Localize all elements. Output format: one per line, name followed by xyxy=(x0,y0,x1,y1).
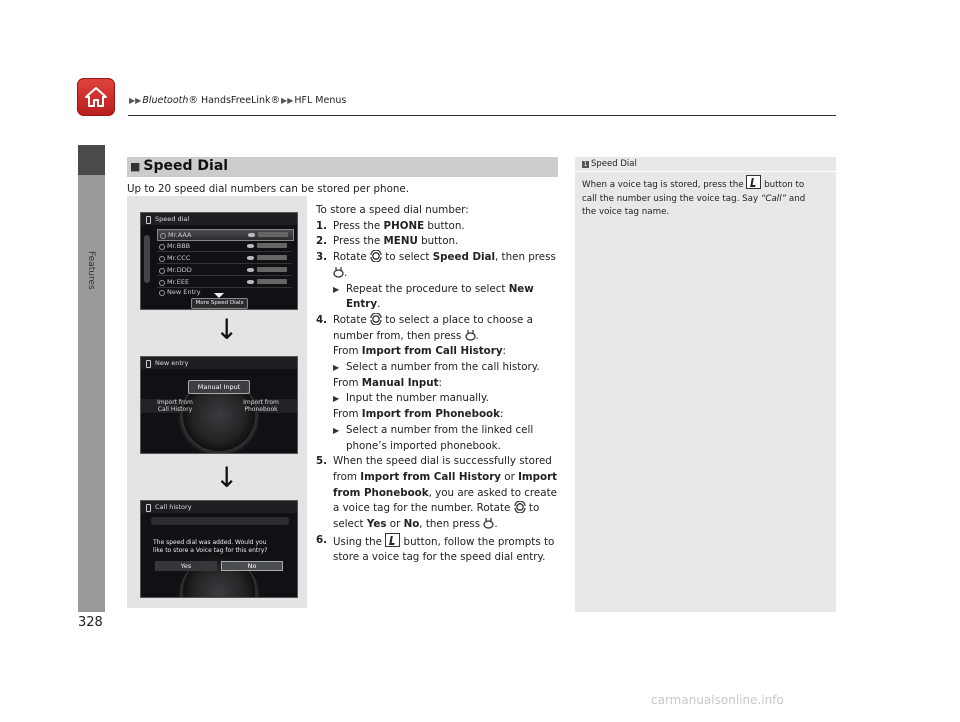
no-option: No xyxy=(221,561,283,571)
talk-button-icon xyxy=(385,533,400,547)
step-1: 1. Press the PHONE button. xyxy=(316,219,465,232)
number-placeholder xyxy=(257,267,287,272)
enter-press-icon xyxy=(483,517,494,529)
step-instructions: To store a speed dial number: 1. Press the PHONE button. 2. Press the MENU button. 3. Rotate to select Speed Dial, then press . ▶ Repeat the procedure to select New Entry. 4. Rotate to select a place to choose a number from, then press . From Import from Call History: ▶ Select a number from the call history. From Manual Input: ▶ Input the number manually. From Import from Phonebook: ▶ Select a number from the linked cell phone’s imported phonebook. 5. When the speed dial is successfully stored from Import from Call History or Import from Phonebook, you are asked to create a voice tag for the number. Rotate to select Yes or No, then press . 6. Using the button, follow the prompts to store a voice tag for the speed dial entry. xyxy=(316,203,560,566)
phone-icon xyxy=(247,280,254,284)
interface-dial-icon xyxy=(514,501,526,513)
arrow-right-icon: ▶ xyxy=(333,363,340,373)
sidebar-label: Features xyxy=(86,251,96,290)
note-icon: 1 xyxy=(583,161,588,168)
more-speed-dials-button: More Speed Dials xyxy=(191,298,248,309)
number-placeholder xyxy=(258,232,288,237)
home-button[interactable] xyxy=(77,78,115,116)
page-number: 328 xyxy=(78,615,103,630)
breadcrumb-item-hfl-menus[interactable]: HFL Menus xyxy=(294,95,347,106)
number-placeholder xyxy=(257,255,287,260)
interface-dial-icon xyxy=(370,250,382,262)
sidebar-tab xyxy=(78,145,105,612)
note-box xyxy=(575,157,836,612)
arrow-down-icon: ↓ xyxy=(215,461,239,494)
speed-dial-screen xyxy=(140,212,298,310)
arrow-right-icon: ▶ xyxy=(333,425,340,435)
speed-dial-row: Mr.BBB xyxy=(157,241,292,252)
sidebar-tab-active xyxy=(78,145,105,175)
step-3-sub: ▶ Repeat the procedure to select New xyxy=(316,282,560,298)
speed-dial-row: Mr.CCC xyxy=(157,253,292,264)
step-6: 6. Using the button, follow the prompts to xyxy=(316,533,555,548)
arrow-right-icon: ▶ xyxy=(333,394,340,404)
speed-dial-row: Mr.EEE xyxy=(157,277,292,288)
speed-dial-row-new-entry: New Entry xyxy=(167,288,201,296)
enter-press-icon xyxy=(333,266,344,278)
step-2: 2. Press the MENU button. xyxy=(316,235,459,248)
arrow-down-icon: ↓ xyxy=(215,313,239,346)
dialog-message: The speed dial was added. Would you like to store a Voice tag for this entry? xyxy=(153,539,268,554)
screen-title: Speed dial xyxy=(141,213,297,225)
note-title: 1 Speed Dial xyxy=(583,159,637,169)
import-phonebook-option: Import from Phonebook xyxy=(243,399,279,413)
interface-dial-icon xyxy=(370,313,382,325)
number-placeholder xyxy=(257,243,287,248)
step-5: 5. When the speed dial is successfully stored xyxy=(316,455,552,468)
breadcrumb: ▶▶Bluetooth® HandsFreeLink®▶▶HFL Menus xyxy=(129,95,347,106)
screen-title: New entry xyxy=(141,357,297,369)
import-call-history-option: Import from Call History xyxy=(157,399,193,413)
chevron-right-icon: ▶▶ xyxy=(281,96,294,105)
scrollbar xyxy=(144,235,150,283)
step-4: 4. Rotate to select a place to choose a xyxy=(316,313,533,326)
header-divider xyxy=(128,115,836,116)
tab-strip xyxy=(151,517,289,525)
call-history-screen xyxy=(140,500,298,598)
yes-option: Yes xyxy=(155,561,217,571)
home-icon xyxy=(84,85,108,109)
number-placeholder xyxy=(257,279,287,284)
note-text: When a voice tag is stored, press the button to call the number using the voice tag. Say “Call” and the voice tag name. xyxy=(582,175,826,220)
breadcrumb-item-bluetooth[interactable]: Bluetooth xyxy=(142,95,189,106)
step-3: 3. Rotate to select Speed Dial, then press xyxy=(316,251,556,264)
talk-button-icon xyxy=(746,175,761,189)
chevron-right-icon: ▶▶ xyxy=(129,96,142,105)
screen-title: Call history xyxy=(141,501,297,513)
phone-icon xyxy=(247,256,254,260)
watermark: carmanualsonline.info xyxy=(651,693,784,707)
section-marker: ■ xyxy=(130,160,141,173)
enter-press-icon xyxy=(465,329,476,341)
phone-icon xyxy=(247,244,254,248)
note-divider xyxy=(575,171,836,172)
new-entry-screen xyxy=(140,356,298,454)
phone-icon xyxy=(247,268,254,272)
speed-dial-row: Mr.AAA xyxy=(157,229,294,241)
section-title: ■ Speed Dial xyxy=(130,158,229,174)
speed-dial-row: Mr.DDD xyxy=(157,265,292,276)
intro-text: Up to 20 speed dial numbers can be stored per phone. xyxy=(127,183,410,195)
arrow-right-icon: ▶ xyxy=(333,284,340,294)
steps-lead: To store a speed dial number: xyxy=(316,204,469,216)
phone-icon xyxy=(248,233,255,237)
manual-input-option: Manual Input xyxy=(188,380,250,394)
